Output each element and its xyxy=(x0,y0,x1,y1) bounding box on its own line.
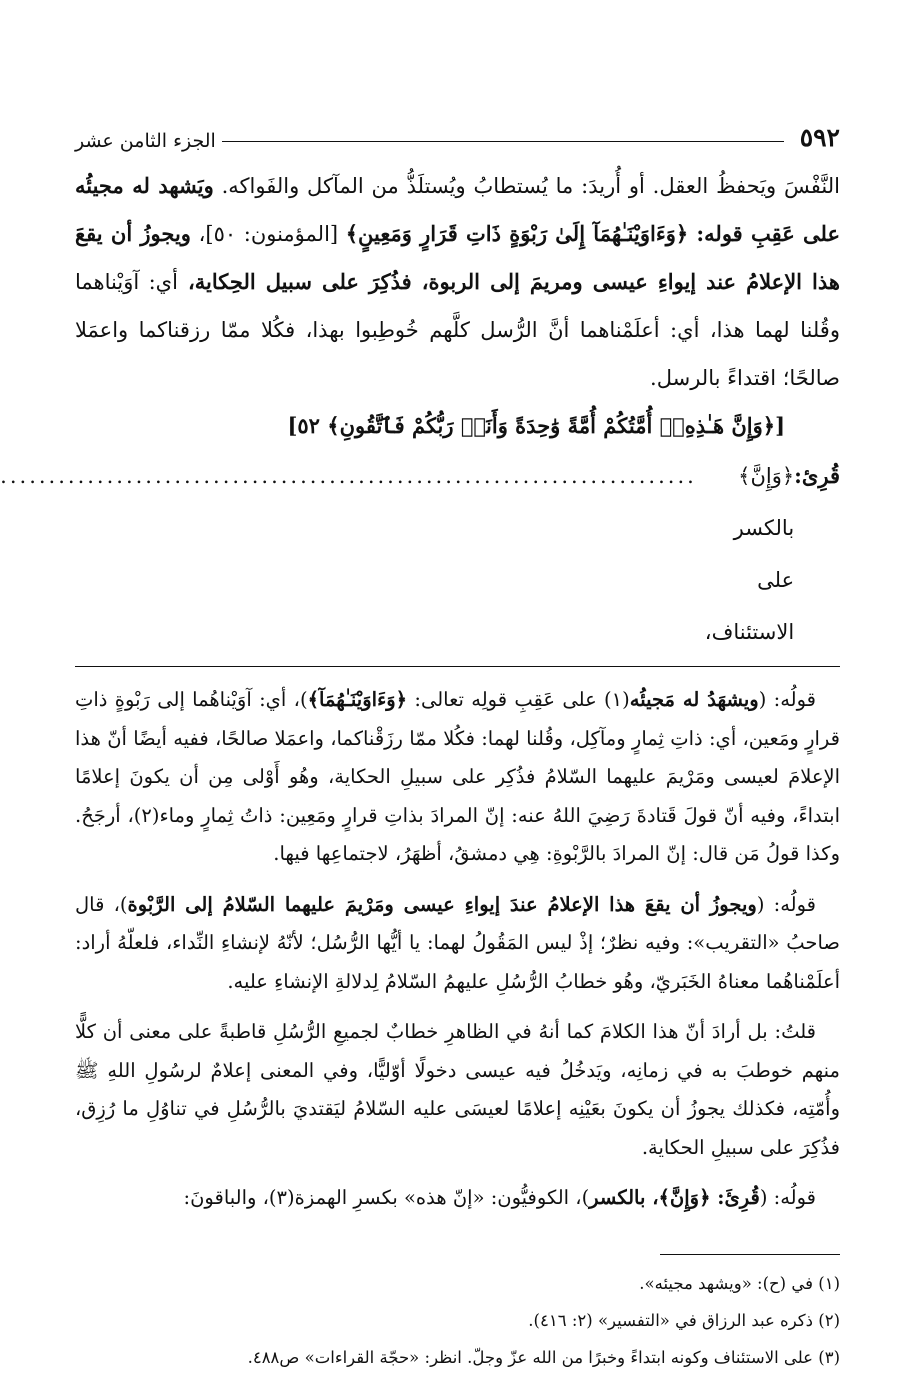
commentary-segment: )، قال صاحبُ «التقريب»: وفيه نظرٌ؛ إذْ ليس المَقُولُ لهما: يا أيُّها الرُّسُل؛ لأنّهُ لإنشاءِ النِّداء، فلعلّهُ أراد: أعلَمْناهُما معناهُ الخَبَريّ، وهُو خطابُ الرُّسُلِ عليهمُ السّلامُ لِدلالةِ الإنشاءِ عليه. xyxy=(75,892,840,993)
qiraa-label: قُرِئ: xyxy=(794,463,840,488)
commentary-segment: (١) على عَقِبِ قولِه تعالى: xyxy=(407,688,630,711)
footnote: (٢) ذكره عبد الرزاق في «التفسير» (٢: ٤١٦). xyxy=(528,1310,840,1330)
commentary-bold: ويشهَدُ له مَجيئُه xyxy=(629,688,759,711)
commentary-segment: قولُه: ( xyxy=(756,892,817,916)
footnote-rule xyxy=(660,1254,840,1255)
commentary-paragraph xyxy=(75,681,840,874)
main-text-bold: ويَشهد له مجيئُه على عَقِبِ قوله: xyxy=(75,173,840,246)
header-rule xyxy=(222,141,784,142)
quran-quote: ﴿وَءَاوَيْنَـٰهُمَآ إِلَىٰ رَبْوَةٍ ذَاتِ قَرَارٍ وَمَعِينٍ﴾ xyxy=(345,221,689,246)
commentary-paragraph xyxy=(75,886,840,1002)
footnote: (١) في (ح): «ويشهد مجيئه». xyxy=(639,1273,840,1293)
commentary-paragraph xyxy=(75,1179,840,1218)
commentary-segment: قولُه: ( xyxy=(759,1186,816,1209)
qiraa-text: ﴿وَإِنَّ﴾ بالكسر على الاستئناف، xyxy=(704,464,795,644)
verse-bracket: [ xyxy=(775,413,785,438)
verse-text: ﴿وَإِنَّ هَـٰذِهِۦٓ أُمَّتُكُمْ أُمَّةً وَٰحِدَةً وَأَنَا۠ رَبُّكُمْ فَٱتَّقُونِ﴾ xyxy=(327,413,776,438)
footnote: (٣) على الاستئناف وكونه ابتداءً وخبرًا من الله عزّ وجلّ. انظر: «حجّة القراءات» ص٤٨٨. xyxy=(247,1347,840,1367)
verse-52 xyxy=(75,402,840,450)
dotted-leader: ........................................................................ xyxy=(0,464,697,488)
commentary-bold: ويجوزُ أن يقعَ هذا الإعلامُ عندَ إيواءِ عيسى ومَرْيمَ عليهما السّلامُ إلى الرَّبْوة xyxy=(127,892,757,916)
main-paragraph xyxy=(75,162,840,402)
commentary-paragraph: قلتُ: بل أرادَ أنّ هذا الكلامَ كما أنهُ في الظاهرِ خطابٌ لجميعِ الرُّسُلِ قاطبةً على معنى أن كلًّا منهم خوطبَ به في زمانِه، ويَدخُلُ فيه عيسى دخولًا أوّليًّا، وفي المعنى إعلامٌ لرسُولِ اللهِ ﷺ وأُمّتِه، فكذلك يجوزُ أن يكونَ بعَيْنِه إعلامًا لعيسَى عليه السّلامُ ليَقتديَ بالرُّسُلِ في تناوُلِ ما رُزِق، فذُكِرَ على سبيلِ الحكاية. xyxy=(75,1020,840,1159)
verse-number: ٥٢] xyxy=(287,413,328,438)
footnotes xyxy=(75,1265,840,1376)
main-text xyxy=(75,162,840,402)
main-text-segment: أي: آوَيْناهما وقُلنا لهما هذا، أي: أعلَمْناهما أنَّ الرُّسل كلَّهم خُوطِبوا بهذا، فكُلا ممّا رزقناكما واعمَلا صالحًا؛ اقتداءً بالرسل. xyxy=(75,270,840,390)
commentary-segment: )، الكوفيُّون: «إنّ هذه» بكسرِ الهمزة(٣)، والباقونَ: xyxy=(183,1186,590,1209)
commentary-segment: قولُه: ( xyxy=(758,688,816,711)
quran-reference: [المؤمنون: ٥٠]، xyxy=(190,222,346,246)
commentary-bold: قُرِئَ: ﴿وَإِنَّ﴾، بالكسر xyxy=(589,1186,760,1209)
main-text-bold: ويجوزُ أن يقعَ هذا الإعلامُ عند إيواءِ عيسى ومريمَ إلى الربوة، فذُكِرَ على سبيل الحِكاية، xyxy=(75,221,840,294)
page-number: ٥٩٢ xyxy=(799,123,840,152)
running-header xyxy=(75,108,840,152)
commentary-segment: )، أي: آوَيْناهُما إلى رَبْوةٍ ذاتِ قرارٍ ومَعين، أي: ذاتِ ثِمارٍ ومآكِل، وقُلنا لهما: فكُلا ممّا رزَقْناكما، واعمَلا صالحًا، ففيه أيضًا أنّ هذا الإعلامَ لعيسى ومَرْيمَ عليهما السّلامُ فذُكِر على سبيلِ الحكاية، وهُو أَوْلى مِن أن يكونَ إعلامًا ابتداءً، وفيه أنّ قولَ قَتادةَ رَضِيَ اللهُ عنه: إنّ المرادَ بذاتِ قرارٍ ومَعِين: ذاتُ ثِمارٍ وماء(٢)، أرجَحُ. وكذا قولُ مَن قال: إنّ المرادَ بالرَّبْوةِ: هِي دمشقُ، أظهَرُ، لاجتماعِها فيها. xyxy=(75,688,840,865)
qiraa-line xyxy=(0,450,840,658)
volume-title: الجزء الثامن عشر xyxy=(75,130,216,152)
section-divider xyxy=(75,666,840,667)
main-text-segment: النَّفْسَ ويَحفظُ العقل. أو أُريدَ: ما يُستطابُ ويُستلَذُّ من المآكل والفَواكه. xyxy=(213,174,840,198)
book-page xyxy=(0,108,840,1376)
quran-quote: ﴿وَءَاوَيْنَـٰهُمَآ﴾ xyxy=(307,688,408,711)
commentary xyxy=(75,681,840,1218)
